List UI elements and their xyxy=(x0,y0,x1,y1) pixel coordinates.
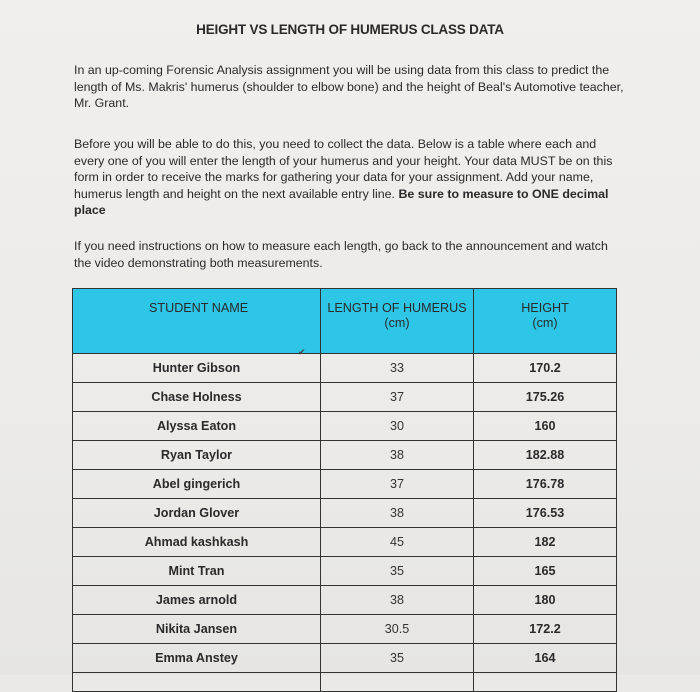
humerus-length-cell[interactable]: 37 xyxy=(321,383,474,412)
table-row xyxy=(73,441,617,470)
table-row xyxy=(73,557,617,586)
header-height-label: HEIGHT xyxy=(521,301,569,315)
instructions-text: Before you will be able to do this, you need to collect the data. Below is a table where each and every one of you will enter the length of your humerus and your height. Your data MUST be on this form in order to receive the marks for gathering your data for your assignment. Add your name, humerus length and height on the next available entry line. xyxy=(74,137,613,201)
table-header-row xyxy=(73,289,617,354)
empty-entry-row[interactable] xyxy=(73,673,617,692)
student-name-cell[interactable]: Abel gingerich xyxy=(73,470,321,499)
humerus-length-cell[interactable]: 37 xyxy=(321,470,474,499)
decimal-place-note: Be sure to measure to ONE decimal place xyxy=(74,186,609,217)
header-humerus-unit: (cm) xyxy=(384,316,410,330)
table-row xyxy=(73,354,617,383)
height-cell[interactable]: 182.88 xyxy=(474,441,617,470)
humerus-length-cell[interactable]: 30 xyxy=(321,412,474,441)
student-name-cell[interactable]: Alyssa Eaton xyxy=(73,412,321,441)
height-cell[interactable]: 164 xyxy=(474,644,617,673)
cursor-mark: ✔ xyxy=(298,347,306,357)
humerus-length-cell[interactable]: 33 xyxy=(321,354,474,383)
height-cell[interactable]: 175.26 xyxy=(474,383,617,412)
humerus-length-cell[interactable]: 35 xyxy=(321,557,474,586)
table-body xyxy=(73,354,617,692)
student-name-cell[interactable] xyxy=(73,673,321,692)
header-student-name: STUDENT NAME xyxy=(73,289,321,354)
header-humerus-label: LENGTH OF HUMERUS xyxy=(327,301,467,315)
table-row xyxy=(73,644,617,673)
humerus-length-cell[interactable] xyxy=(321,673,474,692)
header-humerus-length xyxy=(321,289,474,354)
video-instructions-paragraph: If you need instructions on how to measure each length, go back to the announcement and watch the video demonstrating both measurements. xyxy=(74,239,608,270)
height-cell[interactable]: 176.53 xyxy=(474,499,617,528)
height-cell[interactable]: 176.78 xyxy=(474,470,617,499)
table-row xyxy=(73,412,617,441)
table-row xyxy=(73,528,617,557)
height-cell[interactable]: 182 xyxy=(474,528,617,557)
table-row xyxy=(73,499,617,528)
instructions-paragraph xyxy=(74,136,624,219)
student-name-cell[interactable]: Chase Holness xyxy=(73,383,321,412)
height-cell[interactable]: 172.2 xyxy=(474,615,617,644)
humerus-length-cell[interactable]: 38 xyxy=(321,441,474,470)
header-height-unit: (cm) xyxy=(532,316,558,330)
height-cell[interactable] xyxy=(474,673,617,692)
humerus-length-cell[interactable]: 45 xyxy=(321,528,474,557)
height-cell[interactable]: 170.2 xyxy=(474,354,617,383)
intro-paragraph: In an up-coming Forensic Analysis assignment you will be using data from this class to predict the length of Ms. Makris' humerus (shoulder to elbow bone) and the height of Beal's Automotive teacher, Mr. Grant. xyxy=(74,63,624,110)
student-name-cell[interactable]: Jordan Glover xyxy=(73,499,321,528)
table-row xyxy=(73,586,617,615)
student-name-cell[interactable]: Mint Tran xyxy=(73,557,321,586)
height-cell[interactable]: 165 xyxy=(474,557,617,586)
humerus-length-cell[interactable]: 30.5 xyxy=(321,615,474,644)
student-name-cell[interactable]: Ryan Taylor xyxy=(73,441,321,470)
table-row xyxy=(73,383,617,412)
humerus-length-cell[interactable]: 38 xyxy=(321,586,474,615)
header-height xyxy=(474,289,617,354)
student-name-cell[interactable]: Nikita Jansen xyxy=(73,615,321,644)
humerus-length-cell[interactable]: 38 xyxy=(321,499,474,528)
student-name-cell[interactable]: Hunter Gibson xyxy=(73,354,321,383)
student-name-cell[interactable]: James arnold xyxy=(73,586,321,615)
table-row xyxy=(73,470,617,499)
student-name-cell[interactable]: Ahmad kashkash xyxy=(73,528,321,557)
humerus-length-cell[interactable]: 35 xyxy=(321,644,474,673)
student-name-cell[interactable]: Emma Anstey xyxy=(73,644,321,673)
table-row xyxy=(73,615,617,644)
class-data-table xyxy=(72,288,617,692)
page-title: HEIGHT VS LENGTH OF HUMERUS CLASS DATA xyxy=(196,22,504,37)
height-cell[interactable]: 160 xyxy=(474,412,617,441)
height-cell[interactable]: 180 xyxy=(474,586,617,615)
